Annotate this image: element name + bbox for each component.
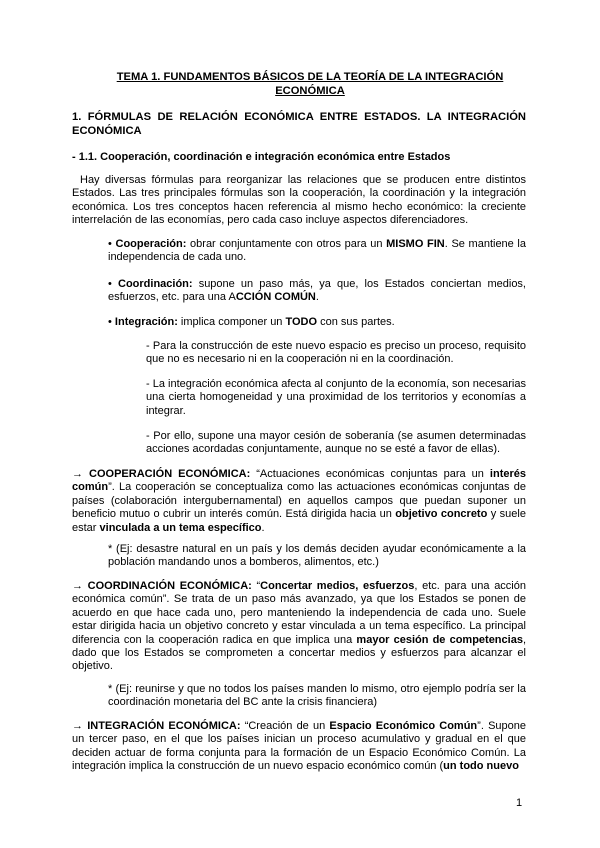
definition-text: . Se mantiene la independencia de cada uno. (108, 238, 526, 264)
paragraph-text: “Creación de un (240, 720, 330, 732)
coordinacion-economica-paragraph (72, 580, 526, 674)
definition-text: con sus partes. (317, 316, 395, 328)
document-title (100, 70, 520, 98)
integration-point: - Para la construcción de este nuevo espacio es preciso un proceso, requisito que no es necesario ni en la cooperación ni en la coordinación. (146, 340, 526, 366)
integration-point: - La integración económica afecta al conjunto de la economía, son necesarias una cierta homogeneidad y una proximidad de los territorios y economías a integrar. (146, 378, 526, 417)
page-number: 1 (516, 797, 523, 809)
bullet: • (108, 278, 112, 290)
definition-text: implica componer un (177, 316, 286, 328)
definition-text: . (315, 291, 319, 304)
integration-point: - Por ello, supone una mayor cesión de soberanía (se asumen determinadas acciones acordadas conjuntamente, aunque no se esté a favor de ellas). (146, 430, 526, 456)
emphasis: un todo nuevo (443, 760, 519, 773)
paragraph-text: y suele estar (72, 508, 526, 534)
emphasis: CCIÓN COMÚN (235, 291, 316, 304)
integracion-heading: INTEGRACIÓN ECONÓMICA: (87, 720, 241, 732)
intro-paragraph: Hay diversas fórmulas para reorganizar las relaciones que se producen entre distintos Estados. Las tres principales fórmulas son la cooperación, la coordinación y la integración económica. Los tres conceptos hacen referencia al mismo hecho económico: la creciente interrelación de las economías, pero cada caso incluye aspectos diferenciadores. (72, 174, 526, 227)
definition-integracion (108, 316, 526, 329)
term-coordinacion: Coordinación: (118, 278, 193, 290)
definition-text: obrar conjuntamente con otros para un (186, 238, 387, 250)
subsection-heading: - 1.1. Cooperación, coordinación e integración económica entre Estados (72, 151, 451, 163)
emphasis: MISMO FIN (386, 238, 445, 250)
emphasis: interés común (72, 468, 526, 494)
term-cooperacion: Cooperación: (115, 238, 187, 250)
coordinacion-example: * (Ej: reunirse y que no todos los países manden lo mismo, otro ejemplo podría ser la coordinación monetaria del BC ante la crisis financiera) (108, 683, 526, 709)
bullet: • (108, 238, 112, 250)
paragraph-text: ”. Supone un tercer paso, en el que los países inician un proceso acumulativo y gradual en el que deciden actuar de forma conjunta para la formación de un Espacio Económico Común. La integración implica la construcción de un nuevo espacio económico común ( (72, 720, 526, 773)
title-line-1: TEMA 1. FUNDAMENTOS BÁSICOS DE LA TEORÍA DE LA INTEGRACIÓN (116, 71, 504, 83)
bullet: • (108, 316, 112, 328)
paragraph-text: . (261, 521, 265, 534)
cooperacion-economica-paragraph (72, 468, 526, 535)
paragraph-text: “ (251, 580, 261, 592)
definition-coordinacion (108, 278, 526, 305)
definition-cooperacion (108, 238, 526, 265)
paragraph-text: “Actuaciones económicas conjuntas para un (250, 468, 490, 480)
arrow-icon: → (72, 720, 83, 732)
term-integracion: Integración: (114, 316, 178, 328)
emphasis: mayor cesión de competencias (356, 633, 523, 646)
definition-text: supone un paso más, ya que, los Estados conciertan medios, esfuerzos, etc. para una A (108, 278, 526, 304)
paragraph-text: , etc. para una acción económica común”. Se trata de un paso más avanzado, ya que los Estados se ponen de acuerdo en que hace cada uno, pero manteniendo la independencia de cada uno. Suele estar dirigida hacia un objetivo concreto y estar vinculada a un tema específico. La principal diferencia con la cooperación radica en que implica una (72, 580, 526, 646)
arrow-icon: → (72, 580, 83, 592)
coordinacion-heading: COORDINACIÓN ECONÓMICA: (87, 580, 252, 592)
cooperacion-heading: COOPERACIÓN ECONÓMICA: (89, 468, 251, 480)
paragraph-text: ”. La cooperación se conceptualiza como las actuaciones económicas conjuntas de países (colaboración intergubernamental) en aquellos campos que puedan suponer un beneficio mutuo o cubrir un interés común. Está dirigida hacia un (72, 481, 526, 521)
emphasis: objetivo concreto (395, 508, 488, 521)
title-line-2: ECONÓMICA (275, 85, 345, 97)
paragraph-text: , dado que los Estados se comprometen a concertar medios y esfuerzos para alcanzar el objetivo. (72, 633, 527, 673)
section-heading: 1. FÓRMULAS DE RELACIÓN ECONÓMICA ENTRE ESTADOS. LA INTEGRACIÓN ECONÓMICA (72, 111, 526, 137)
emphasis: Concertar medios, esfuerzos (260, 580, 415, 592)
emphasis: Espacio Económico Común (329, 720, 478, 732)
emphasis: TODO (285, 316, 318, 328)
arrow-icon: → (72, 468, 83, 480)
cooperacion-example: * (Ej: desastre natural en un país y los demás deciden ayudar económicamente a la población mandando unos a bomberos, alimentos, etc.) (108, 543, 526, 569)
integracion-economica-paragraph (72, 720, 526, 774)
emphasis: vinculada a un tema específico (99, 521, 262, 534)
